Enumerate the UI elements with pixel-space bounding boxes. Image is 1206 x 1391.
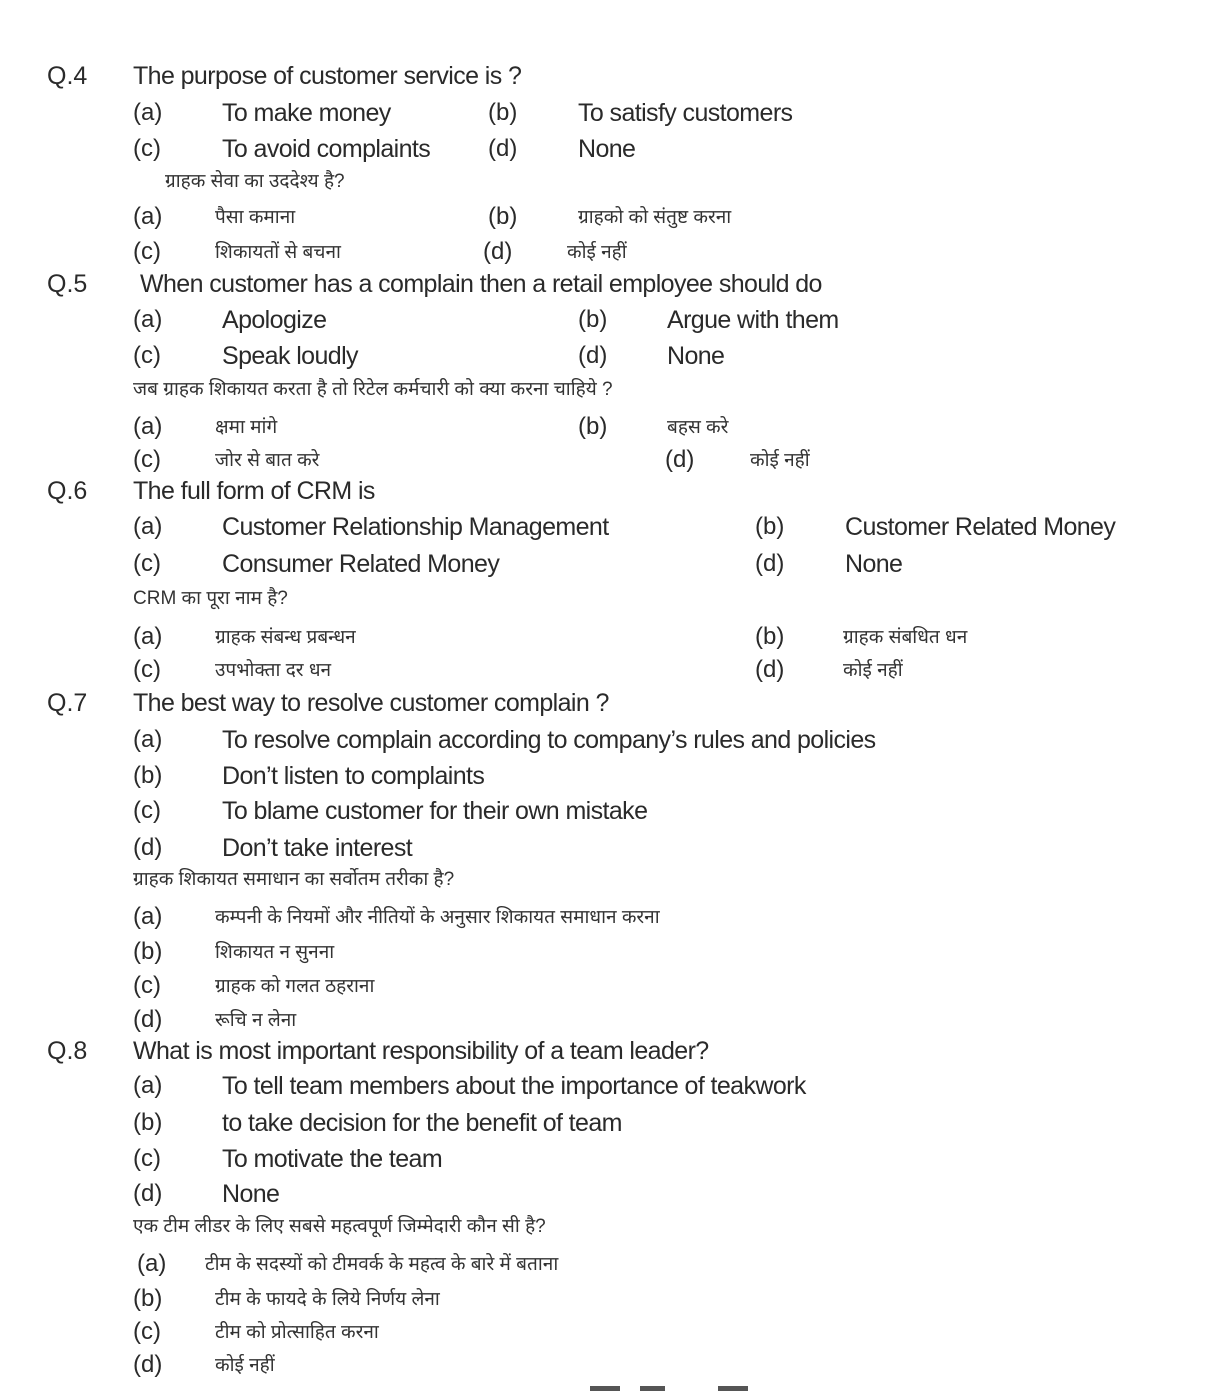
- question-number: Q.4: [47, 62, 88, 90]
- option-label: (d): [133, 1006, 163, 1033]
- question-number: Q.6: [47, 477, 88, 505]
- option-label: (c): [133, 446, 161, 473]
- option-text-english: To make money: [222, 99, 391, 127]
- option-text-hindi: ग्राहक संबधित धन: [843, 627, 968, 648]
- option-label: (c): [133, 238, 161, 265]
- option-text-hindi: बहस करे: [667, 417, 729, 438]
- option-label: (c): [133, 972, 161, 999]
- option-label: (a): [133, 1072, 163, 1099]
- option-label: (a): [133, 203, 163, 230]
- option-label: (b): [133, 938, 163, 965]
- option-text-hindi: ग्राहको को संतुष्ट करना: [578, 207, 732, 228]
- option-label: (a): [133, 413, 163, 440]
- option-label: (b): [755, 623, 785, 650]
- option-text-english: Customer Related Money: [845, 513, 1116, 541]
- option-text-english: to take decision for the benefit of team: [222, 1109, 622, 1137]
- option-label: (b): [578, 413, 608, 440]
- option-text-hindi: कम्पनी के नियमों और नीतियों के अनुसार शिकायत समाधान करना: [215, 907, 660, 928]
- option-text-hindi: कोई नहीं: [567, 242, 627, 263]
- option-text-english: None: [222, 1180, 280, 1208]
- option-label: (a): [133, 726, 163, 753]
- option-text-hindi: कोई नहीं: [843, 660, 903, 681]
- option-text-english: Argue with them: [667, 306, 839, 334]
- option-label: (c): [133, 1318, 161, 1345]
- option-label: (c): [133, 797, 161, 824]
- option-text-english: None: [845, 550, 903, 578]
- option-label: (a): [133, 903, 163, 930]
- option-text-english: Speak loudly: [222, 342, 358, 370]
- option-text-english: To satisfy customers: [578, 99, 793, 127]
- option-label: (d): [483, 238, 513, 265]
- option-text-hindi: उपभोक्ता दर धन: [215, 660, 332, 681]
- option-text-hindi: टीम के सदस्यों को टीमवर्क के महत्व के बारे में बताना: [205, 1254, 559, 1275]
- option-label: (d): [488, 135, 518, 162]
- option-label: (b): [488, 203, 518, 230]
- question-text-hindi: ग्राहक शिकायत समाधान का सर्वोतम तरीका है?: [133, 869, 455, 890]
- option-text-hindi: कोई नहीं: [215, 1355, 275, 1376]
- question-text-english: What is most important responsibility of a team leader?: [133, 1037, 709, 1065]
- question-text-hindi: ग्राहक सेवा का उददेश्य है?: [165, 171, 345, 192]
- option-label: (b): [133, 1285, 163, 1312]
- cut-off-text: [590, 1386, 620, 1391]
- option-text-hindi: शिकायत न सुनना: [215, 942, 335, 963]
- option-text-english: Apologize: [222, 306, 327, 334]
- question-number: Q.8: [47, 1037, 88, 1065]
- option-text-english: None: [578, 135, 636, 163]
- option-label: (d): [578, 342, 608, 369]
- option-label: (c): [133, 550, 161, 577]
- option-label: (c): [133, 1145, 161, 1172]
- option-label: (d): [133, 834, 163, 861]
- option-label: (b): [578, 306, 608, 333]
- option-text-english: Don’t take interest: [222, 834, 413, 862]
- option-text-hindi: रूचि न लेना: [215, 1010, 297, 1031]
- option-label: (a): [133, 513, 163, 540]
- option-label: (a): [133, 306, 163, 333]
- option-text-english: Don’t listen to complaints: [222, 762, 485, 790]
- option-text-hindi: जोर से बात करे: [215, 450, 320, 471]
- option-label: (c): [133, 656, 161, 683]
- question-number: Q.5: [47, 270, 88, 298]
- option-label: (c): [133, 342, 161, 369]
- question-text-hindi: जब ग्राहक शिकायत करता है तो रिटेल कर्मचारी को क्या करना चाहिये ?: [133, 379, 613, 400]
- question-text-english: When customer has a complain then a retail employee should do: [140, 270, 822, 298]
- option-text-english: Customer Relationship Management: [222, 513, 609, 541]
- option-text-hindi: पैसा कमाना: [215, 207, 296, 228]
- option-text-english: None: [667, 342, 725, 370]
- question-text-english: The full form of CRM is: [133, 477, 375, 505]
- option-label: (d): [755, 550, 785, 577]
- option-label: (d): [755, 656, 785, 683]
- question-text-hindi: एक टीम लीडर के लिए सबसे महत्वपूर्ण जिम्मेदारी कौन सी है?: [133, 1216, 546, 1237]
- option-text-hindi: टीम के फायदे के लिये निर्णय लेना: [215, 1289, 440, 1310]
- option-text-english: Consumer Related Money: [222, 550, 500, 578]
- option-text-hindi: शिकायतों से बचना: [215, 242, 341, 263]
- option-text-english: To resolve complain according to company’s rules and policies: [222, 726, 876, 754]
- cut-off-text: [640, 1386, 665, 1391]
- question-text-hindi: CRM का पूरा नाम है?: [133, 588, 288, 609]
- option-label: (a): [137, 1250, 167, 1277]
- option-text-hindi: ग्राहक संबन्ध प्रबन्धन: [215, 627, 356, 648]
- option-text-hindi: टीम को प्रोत्साहित करना: [215, 1322, 379, 1343]
- option-label: (b): [755, 513, 785, 540]
- cut-off-text: [718, 1386, 748, 1391]
- option-text-english: To avoid complaints: [222, 135, 431, 163]
- option-label: (d): [133, 1351, 163, 1378]
- question-number: Q.7: [47, 689, 88, 717]
- option-label: (b): [488, 99, 518, 126]
- option-label: (b): [133, 1109, 163, 1136]
- option-label: (d): [665, 446, 695, 473]
- option-label: (a): [133, 623, 163, 650]
- question-text-english: The purpose of customer service is ?: [133, 62, 522, 90]
- question-text-english: The best way to resolve customer complain ?: [133, 689, 609, 717]
- option-label: (b): [133, 762, 163, 789]
- option-text-hindi: ग्राहक को गलत ठहराना: [215, 976, 375, 997]
- option-label: (c): [133, 135, 161, 162]
- option-text-hindi: कोई नहीं: [750, 450, 810, 471]
- option-label: (a): [133, 99, 163, 126]
- option-text-english: To blame customer for their own mistake: [222, 797, 648, 825]
- option-text-english: To motivate the team: [222, 1145, 443, 1173]
- option-text-english: To tell team members about the importance of teakwork: [222, 1072, 806, 1100]
- option-text-hindi: क्षमा मांगे: [215, 417, 278, 438]
- option-label: (d): [133, 1180, 163, 1207]
